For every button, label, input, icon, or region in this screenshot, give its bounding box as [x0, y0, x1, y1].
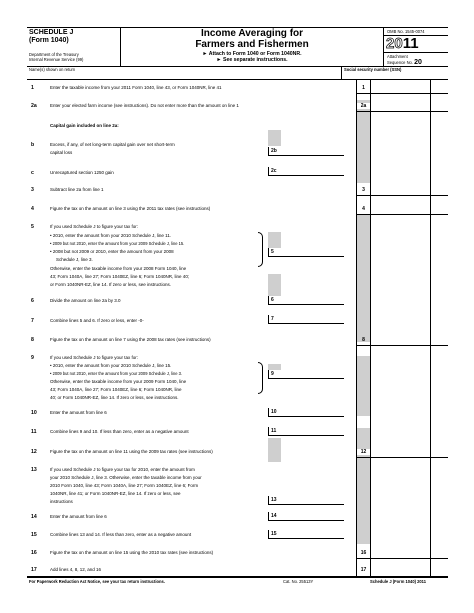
ssn-divider — [341, 66, 342, 80]
line-5-text2: • 2010, enter the amount from your 2010 Schedule J, line 11. — [50, 233, 172, 238]
paperwork-notice: For Paperwork Reduction Act Notice, see your tax return instructions. — [29, 579, 165, 584]
line-1-amount-field[interactable] — [371, 84, 430, 93]
line-2c-text: Unrecaptured section 1250 gain — [50, 170, 114, 175]
line-6-box[interactable]: 6 — [268, 296, 344, 305]
ssn-label: Social security number (SSN) — [344, 67, 402, 72]
line-17-box-label: 17 — [360, 567, 367, 573]
line-10-box[interactable]: 10 — [268, 408, 344, 417]
line-2b-text2: capital loss — [50, 150, 73, 155]
line-4-text: Figure the tax on the amount on line 3 using the 2011 tax rates (see instructions) — [50, 206, 211, 211]
line-5-text5: Schedule J, line 3. — [56, 257, 93, 262]
schedule-label: SCHEDULE J — [29, 29, 74, 36]
line-8-box-label: 8 — [362, 337, 365, 343]
line-15-box[interactable]: 15 — [268, 530, 344, 539]
line-2a-box-label: 2a — [357, 103, 370, 109]
line-8-amount-field[interactable] — [371, 336, 430, 345]
sequence-text: Sequence No. — [387, 60, 413, 65]
line-13-text4: 1040NR, line 41; or Form 1040NR-EZ, line 14. If zero or less, see — [50, 491, 181, 496]
form-title-line2: Farmers and Fishermen — [195, 39, 309, 50]
line-2b-number: b — [31, 142, 35, 148]
footer-rule — [27, 576, 448, 578]
name-bottom-rule — [27, 79, 448, 80]
line-17-number: 17 — [31, 567, 37, 573]
line-3-number: 3 — [31, 187, 34, 193]
line-5-text4: • 2008 but not 2009 or 2010, enter the amount from your 2008 — [50, 249, 174, 254]
dept-label: Department of the Treasury — [29, 52, 79, 57]
line-9-text6: 40; or Form 1040NR-EZ, line 14. If zero or less, see instructions. — [50, 395, 179, 400]
tax-year — [386, 35, 419, 52]
col-line-label-right — [370, 79, 371, 576]
line-5-text3: • 2009 but not 2010, enter the amount from your 2009 Schedule J, line 15. — [50, 241, 185, 246]
line-4-amount-field[interactable] — [371, 205, 430, 214]
line-1-rule — [356, 93, 448, 94]
line-15-text: Combine lines 13 and 14. If less than zero, enter as a negative amount — [50, 532, 192, 537]
line-3-text: Subtract line 2a from line 1 — [50, 187, 104, 192]
line-2b-text1: Excess, if any, of net long-term capital gain over net short-term — [50, 142, 175, 147]
line-11-number: 11 — [31, 429, 37, 435]
line-12-text: Figure the tax on the amount on line 11 using the 2009 tax rates (see instructions) — [50, 449, 213, 454]
line-2a-number: 2a — [31, 103, 37, 109]
line-16-amount-field[interactable] — [371, 549, 430, 558]
shaded-col-2 — [357, 214, 370, 342]
line-2b-box[interactable]: 2b — [268, 147, 344, 156]
line-14-number: 14 — [31, 514, 37, 520]
line-6-text: Divide the amount on line 2a by 3.0 — [50, 298, 121, 303]
line-9-text4: Otherwise, enter the taxable income from your 2009 Form 1040, line — [50, 379, 187, 384]
line-5-text7: 43; Form 1040A, line 27; Form 1040EZ, line 6; Form 1040NR, line 40; — [50, 274, 190, 279]
shaded-mid-2 — [268, 232, 281, 248]
line-4-box-label: 4 — [362, 206, 365, 212]
line-10-text: Enter the amount from line 6 — [50, 410, 107, 415]
line-8-text: Figure the tax on the amount on line 7 using the 2008 tax rates (see instructions) — [50, 337, 211, 342]
line-9-box[interactable]: 9 — [268, 370, 344, 379]
line-12-amount-field[interactable] — [371, 448, 430, 457]
line-9-text5: 43; Form 1040A, line 27; Form 1040EZ, line 6; Form 1040NR, line — [50, 387, 182, 392]
shaded-mid-3 — [268, 274, 281, 296]
see-instructions: ► See separate instructions. — [216, 57, 288, 63]
line-8-number: 8 — [31, 337, 34, 343]
line-2c-box[interactable]: 2c — [268, 167, 344, 176]
line-12-rule — [356, 457, 448, 458]
line-5-text6: Otherwise, enter the taxable income from your 2008 Form 1040, line — [50, 266, 187, 271]
year-bold: 11 — [402, 35, 419, 52]
line-15-number: 15 — [31, 532, 37, 538]
header-divider-right — [383, 27, 384, 66]
line-12-box-label: 12 — [357, 449, 370, 455]
line-9-text1: If you used Schedule J to figure your tax for: — [50, 355, 139, 360]
year-outline: 20 — [386, 35, 403, 52]
line-13-text3: 2010 Form 1040, line 43; Form 1040A, line 27; Form 1040EZ, line 6; Form — [50, 483, 199, 488]
name-label: Name(s) shown on return — [29, 67, 76, 72]
line-14-box[interactable]: 14 — [268, 512, 344, 521]
line-1-box-label: 1 — [362, 85, 365, 91]
omb-number: OMB No. 1545-0074 — [387, 29, 425, 34]
attachment-label: Attachment — [387, 54, 408, 59]
line-16-rule — [356, 558, 448, 559]
catalog-number: Cat. No. 25513Y — [283, 579, 314, 584]
col-line-cents — [430, 79, 431, 576]
capital-gain-heading: Capital gain included on line 2a: — [50, 123, 119, 128]
line-9-text3: • 2009 but not 2010, enter the amount from your 2009 Schedule J, line 3. — [50, 371, 183, 376]
line-11-text: Combine lines 9 and 10. If less than zero, enter as a negative amount — [50, 429, 189, 434]
line-13-box[interactable]: 13 — [268, 496, 344, 505]
line-5-text1: If you used Schedule J to figure your tax for: — [50, 224, 139, 229]
line-2c-number: c — [31, 170, 34, 176]
shaded-col-4 — [357, 428, 370, 544]
form-label: (Form 1040) — [29, 37, 69, 44]
shaded-mid-1 — [268, 130, 281, 146]
line-16-box-label: 16 — [360, 550, 367, 556]
sequence-number: 20 — [414, 59, 422, 66]
line-3-amount-field[interactable] — [371, 186, 430, 195]
line-13-number: 13 — [31, 467, 37, 473]
line-9-number: 9 — [31, 355, 34, 361]
line-10-number: 10 — [31, 410, 37, 416]
line-5-text8: or Form 1040NR-EZ, line 14. If zero or less, see instructions. — [50, 282, 172, 287]
line-3-rule — [356, 195, 448, 196]
line-13-text1: If you used Schedule J to figure your tax for 2010, enter the amount from — [50, 467, 195, 472]
line-8-rule — [356, 345, 448, 346]
line-4-rule — [356, 214, 448, 215]
line-2a-text: Enter your elected farm income (see instructions). Do not enter more than the amount on line 1 — [50, 103, 239, 108]
line-7-box[interactable]: 7 — [268, 315, 344, 324]
line-12-number: 12 — [31, 449, 37, 455]
line-16-text: Figure the tax on the amount on line 15 using the 2010 tax rates (see instructions) — [50, 550, 214, 555]
line-7-text: Combine lines 5 and 6. If zero or less, enter -0- — [50, 318, 144, 323]
attach-instruction: ► Attach to Form 1040 or Form 1040NR. — [202, 51, 302, 57]
line-11-box[interactable]: 11 — [268, 427, 344, 436]
line-9-brace — [258, 362, 263, 394]
line-13-text2: your 2010 Schedule J, line 3. Otherwise, enter the taxable income from your — [50, 475, 202, 480]
line-13-text5: instructions — [50, 499, 73, 504]
line-16-number: 16 — [31, 550, 37, 556]
sequence-label — [387, 59, 422, 66]
line-1-text: Enter the taxable income from your 2011 Form 1040, line 43, or Form 1040NR, line 41 — [50, 85, 222, 90]
line-4-number: 4 — [31, 206, 34, 212]
shaded-col-1 — [357, 100, 370, 183]
shaded-mid-5 — [268, 438, 281, 462]
form-title-line1: Income Averaging for — [200, 28, 304, 39]
shaded-col-3 — [357, 356, 370, 416]
line-6-number: 6 — [31, 298, 34, 304]
line-2a-rule — [356, 111, 448, 112]
line-3-box-label: 3 — [362, 187, 365, 193]
line-2a-amount-field[interactable] — [371, 102, 430, 111]
line-17-amount-field[interactable] — [371, 566, 430, 575]
footer-form-id: Schedule J (Form 1040) 2011 — [370, 579, 426, 584]
irs-label: Internal Revenue Service (99) — [29, 57, 84, 62]
line-5-number: 5 — [31, 224, 34, 230]
year-rule — [383, 52, 448, 53]
line-5-box[interactable]: 5 — [268, 248, 344, 257]
line-1-number: 1 — [31, 85, 34, 91]
line-17-text: Add lines 4, 8, 12, and 16 — [50, 567, 102, 572]
line-5-brace — [258, 232, 263, 267]
line-9-text2: • 2010, enter the amount from your 2010 Schedule J, line 15. — [50, 363, 172, 368]
line-14-text: Enter the amount from line 6 — [50, 514, 107, 519]
line-7-number: 7 — [31, 318, 34, 324]
